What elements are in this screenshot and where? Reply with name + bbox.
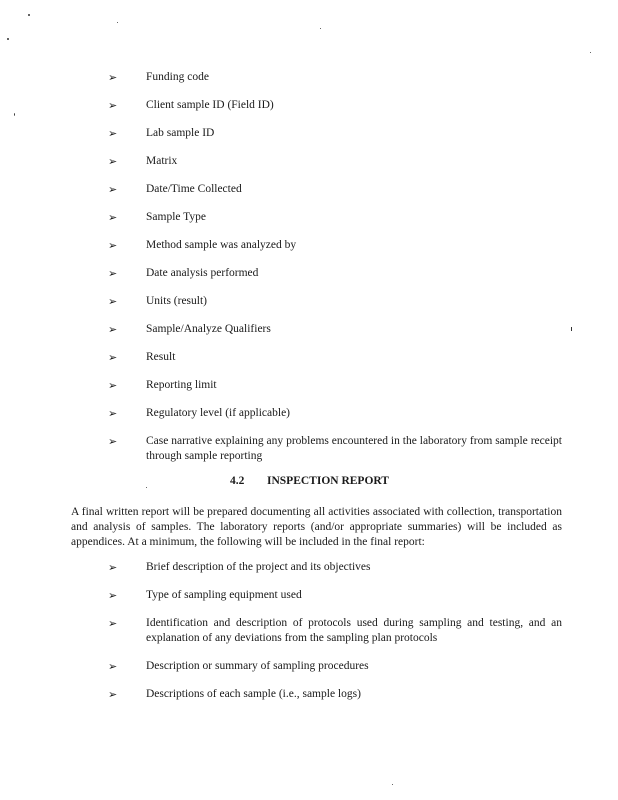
list-item-text: Descriptions of each sample (i.e., sample logs) xyxy=(146,688,361,700)
arrow-bullet-icon: ➢ xyxy=(108,211,118,224)
scan-speck xyxy=(14,113,15,116)
arrow-bullet-icon: ➢ xyxy=(108,379,118,392)
scan-speck xyxy=(320,28,321,29)
body-paragraph: A final written report will be prepared documenting all activities associated with collection, transportation and analysis of samples. The laboratory reports (and/or appropriate summaries) will be included as appendices. At a minimum, the following will be included in the final report: xyxy=(71,506,562,548)
arrow-bullet-icon: ➢ xyxy=(108,295,118,308)
list-item-text: Case narrative explaining any problems encountered in the laboratory from sample receipt through sample reporting xyxy=(146,435,562,462)
list-item-text: Date analysis performed xyxy=(146,267,259,279)
arrow-bullet-icon: ➢ xyxy=(108,589,118,602)
section-number: 4.2 xyxy=(230,475,245,487)
arrow-bullet-icon: ➢ xyxy=(108,435,118,448)
arrow-bullet-icon: ➢ xyxy=(108,323,118,336)
scan-speck xyxy=(146,487,147,488)
arrow-bullet-icon: ➢ xyxy=(108,239,118,252)
arrow-bullet-icon: ➢ xyxy=(108,660,118,673)
list-item-text: Sample/Analyze Qualifiers xyxy=(146,323,271,335)
arrow-bullet-icon: ➢ xyxy=(108,617,118,630)
list-item-text: Result xyxy=(146,351,176,363)
list-item-text: Brief description of the project and its objectives xyxy=(146,561,371,573)
arrow-bullet-icon: ➢ xyxy=(108,99,118,112)
list-item-text: Reporting limit xyxy=(146,379,217,391)
arrow-bullet-icon: ➢ xyxy=(108,267,118,280)
scan-speck xyxy=(590,52,591,53)
list-item-text: Units (result) xyxy=(146,295,208,307)
list-item-text: Funding code xyxy=(146,71,209,83)
section-title: INSPECTION REPORT xyxy=(267,475,389,487)
scan-speck xyxy=(28,14,30,16)
arrow-bullet-icon: ➢ xyxy=(108,155,118,168)
scan-speck xyxy=(392,784,393,785)
list-item-text: Method sample was analyzed by xyxy=(146,239,297,251)
list-item-text: Date/Time Collected xyxy=(146,183,242,195)
list-item-text: Sample Type xyxy=(146,211,206,223)
list-item-text: Type of sampling equipment used xyxy=(146,589,302,601)
arrow-bullet-icon: ➢ xyxy=(108,71,118,84)
list-item-text: Description or summary of sampling procedures xyxy=(146,660,369,672)
arrow-bullet-icon: ➢ xyxy=(108,127,118,140)
arrow-bullet-icon: ➢ xyxy=(108,688,118,701)
scan-speck xyxy=(117,22,118,23)
list-item-text: Identification and description of protocols used during sampling and testing, and an explanation of any deviations from the sampling plan protocols xyxy=(146,617,562,644)
list-item-text: Matrix xyxy=(146,155,178,167)
arrow-bullet-icon: ➢ xyxy=(108,561,118,574)
list-item-text: Lab sample ID xyxy=(146,127,215,139)
arrow-bullet-icon: ➢ xyxy=(108,407,118,420)
arrow-bullet-icon: ➢ xyxy=(108,351,118,364)
scan-speck xyxy=(7,38,9,40)
list-item-text: Client sample ID (Field ID) xyxy=(146,99,274,111)
list-item-text: Regulatory level (if applicable) xyxy=(146,407,291,419)
scan-speck xyxy=(571,327,572,331)
arrow-bullet-icon: ➢ xyxy=(108,183,118,196)
